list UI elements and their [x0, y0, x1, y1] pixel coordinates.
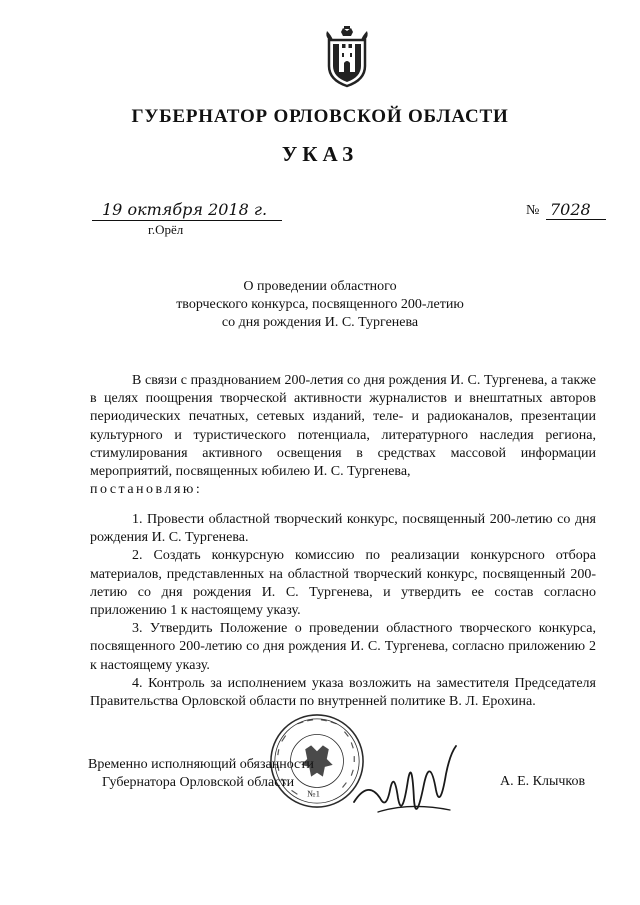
decree-item: 2. Создать конкурсную комиссию по реализации конкурсного отбора материалов, представленных на областной творческий конкурс, посвященный 200-летию со дня рождения И. С. Тургенева, и утвердить ее состав согласно приложению 1 к настоящему указу.	[90, 548, 596, 619]
preamble-text: В связи с празднованием 200-летия со дня рождения И. С. Тургенева, а также в целях поощрения творческой активности журналистов и внештатных авторов периодических печатных, сетевых изданий, теле- и радиоканалов, презентации культурного и туристического потенциала, литературного наследия региона, стимулирования активного освещения в средствах массовой информации мероприятий, посвященных юбилею И. С. Тургенева,	[90, 373, 596, 480]
document-type: УКАЗ	[281, 142, 359, 166]
position-line: Временно исполняющий обязанности	[88, 757, 314, 772]
decree-item: 4. Контроль за исполнением указа возложить на заместителя Председателя Правительства Орловской области по внутренней политике В. Л. Ерохина.	[90, 675, 596, 710]
signatory-name: А. Е. Клычков	[500, 774, 586, 789]
subject-line: со дня рождения И. С. Тургенева	[221, 315, 419, 330]
decree-item: 1. Провести областной творческий конкурс, посвященный 200-летию со дня рождения И. С. Тургенева.	[90, 512, 596, 546]
issuer-title: ГУБЕРНАТОР ОРЛОВСКОЙ ОБЛАСТИ	[131, 106, 509, 127]
svg-text:№1: №1	[307, 788, 321, 799]
position-line: Губернатора Орловской области	[102, 775, 295, 790]
signatory-position	[88, 756, 314, 792]
issue-city: г.Орёл	[148, 222, 184, 237]
subject-line: О проведении областного	[243, 279, 397, 294]
decree-items	[90, 511, 596, 711]
handwritten-signature-icon	[350, 740, 460, 830]
subject-line: творческого конкурса, посвященного 200-летию	[176, 297, 464, 312]
decree-number-label: №	[526, 203, 540, 218]
resolve-word: постановляю:	[90, 482, 203, 498]
decree-number: 7028	[546, 200, 606, 220]
preamble-paragraph	[90, 372, 596, 499]
oryol-oblast-coat-of-arms-icon	[323, 26, 371, 88]
decree-subject	[0, 278, 640, 332]
decree-date: 19 октября 2018 г.	[92, 200, 282, 221]
decree-item: 3. Утвердить Положение о проведении областного творческого конкурса, посвященного 200-летию со дня рождения И. С. Тургенева, согласно приложению 2 к настоящему указу.	[90, 621, 596, 673]
